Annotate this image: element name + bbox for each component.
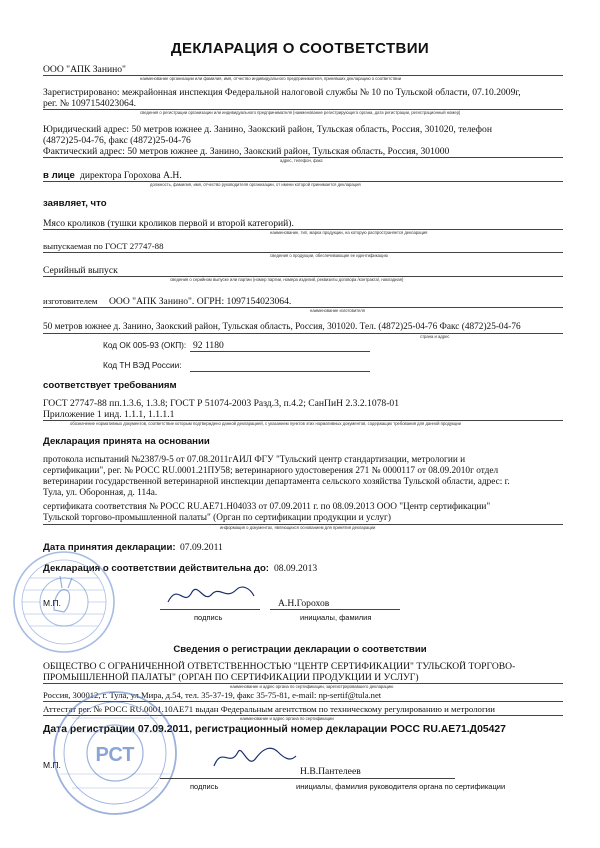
company-stamp [10,548,118,656]
signer-name: А.Н.Горохов [278,598,330,609]
valid-until-label: Декларация о соответствии действительна до: [43,563,269,574]
actual-address: Фактический адрес: 50 метров южнее д. Занино, Заокский район, Тульская область, Россия, 301000 [43,146,450,157]
serial-value: Серийный выпуск [43,265,118,276]
basis-line-4: Тула, ул. Оборонная, д. 114а. [43,488,158,498]
head-name: Н.В.Пантелеев [300,766,361,777]
divider [270,609,400,610]
page-title: ДЕКЛАРАЦИЯ О СООТВЕТСТВИИ [170,40,430,57]
reg-mp-label: М.П. [43,760,61,770]
head-sign-caption: подпись [190,782,219,791]
company-name: ООО "АПК Занино" [43,64,126,75]
divider [190,351,370,352]
basis-line-2: сертификации", рег. № РОСС RU.0001.21ПУ58; ветеринарного удостоверения 271 № 0000117 от 08.09.2010г отдел [43,466,499,476]
product-value: Мясо кроликов (тушки кроликов первой и второй категорий). [43,218,294,229]
tnved-code-label: Код ТН ВЭД России: [103,360,182,370]
divider [190,371,370,372]
person-label: в лице [43,170,75,181]
manufacturer-address: 50 метров южнее д. Занино, Заокский район, Тульская область, Россия, 301020. Тел. (4872)25-04-76 Факс (4872)25-04-76 [43,322,521,332]
gost-caption: сведения о продукции, обеспечивающие ее идентификацию [270,253,388,258]
reg-org-caption: наименование и адрес органа по сертификации, зарегистрировавшего декларацию [230,684,394,689]
reg-org-line-1: ОБЩЕСТВО С ОГРАНИЧЕННОЙ ОТВЕТСТВЕННОСТЬЮ "ЦЕНТР СЕРТИФИКАЦИИ" ТУЛЬСКОЙ ТОРГОВО- [43,661,516,672]
basis-line-6: Тульской торгово-промышленной палаты" (Орган по сертификации продукции и услуг) [43,513,391,523]
rst-logo-text: РСТ [95,744,135,766]
manufacturer-address-caption: страна и адрес [420,334,450,339]
divider [43,333,563,334]
accept-date-label: Дата принятия декларации: [43,542,176,553]
reg-address: Россия, 300012, г. Тула, ул.Мира, д.54, тел. 35-37-19, факс 35-75-81, e-mail: np-sertif@tula.net [43,690,382,700]
legal-address-line-2: (4872)25-04-76, факс (4872)25-04-76 [43,135,191,146]
legal-address-line-1: Юридический адрес: 50 метров южнее д. Занино, Заокский район, Тульская область, Россия, 301020, телефон [43,124,492,135]
company-caption: наименование организации или фамилия, имя, отчество индивидуального предпринимателя, принявших декларацию о соответствии [140,76,402,81]
reg-org-line-2: ПРОМЫШЛЕННОЙ ПАЛАТЫ" (ОРГАН ПО СЕРТИФИКАЦИИ ПРОДУКЦИИ И УСЛУГ) [43,672,419,683]
registration-section-header: Сведения о регистрации декларации о соответствии [173,644,427,655]
head-signature-scribble [208,740,298,774]
serial-caption: сведения о серийном выпуске или партии (номер партии, номера изделий, реквизиты договора /контракта/, накладная) [170,277,404,282]
okp-code-label: Код ОК 005-93 (ОКП): [103,340,187,350]
head-name-caption: инициалы, фамилия руководителя органа по сертификации [296,782,506,791]
reg-attestat: Аттестат рег. № РОСС RU.0001.10АЕ71 выдан Федеральным агентством по техническому регулированию и метрологии [43,704,495,714]
registration-caption: сведения о регистрации организации или индивидуального предпринимателя (наименование регистрирующего органа, дата регистрации, регистрационный номер) [140,110,461,115]
certification-stamp [50,688,180,818]
valid-until-value: 08.09.2013 [274,563,318,574]
divider [43,307,563,308]
requirements-line-1: ГОСТ 27747-88 пп.1.3.6, 1.3.8; ГОСТ Р 51074-2003 Разд.3, п.4.2; СанПиН 2.3.2.1078-01 [43,398,400,409]
address-caption: адрес, телефон, факс [280,158,323,163]
sign-caption: подпись [194,613,223,622]
basis-header: Декларация принята на основании [43,436,210,447]
signer-name-caption: инициалы, фамилия [300,613,372,622]
gost-label: выпускаемая по ГОСТ 27747-88 [43,241,164,251]
manufacturer-value: ООО "АПК Занино". ОГРН: 1097154023064. [109,296,292,307]
mp-label: М.П. [43,598,61,608]
manufacturer-caption: наименование изготовителя [310,308,365,313]
requirements-line-2: Приложение 1 инд. 1.1.1, 1.1.1.1 [43,409,175,420]
okp-code-value: 92 1180 [193,340,224,351]
manufacturer-label: изготовителем [43,296,98,306]
declares-label: заявляет, что [43,198,107,209]
requirements-caption: обозначение нормативных документов, соответствие которым подтверждено данной декларацией, с указанием пунктов этих нормативных документов, содержащих требования для данной продукции [70,421,461,426]
registration-number-line: Дата регистрации 07.09.2011, регистрационный номер декларации РОСС RU.АЕ71.Д05427 [43,724,506,735]
signature-scribble [160,578,260,612]
person-caption: должность, фамилия, имя, отчество руководителя организации, от имени которой принимается декларация [150,182,361,187]
divider [160,778,300,779]
person-value: директора Горохова А.Н. [80,170,182,181]
registration-line-2: рег. № 1097154023064. [43,98,137,109]
registration-line-1: Зарегистрировано: межрайонная инспекция Федеральной налоговой службы № 10 по Тульской области, 07.10.2009г, [43,87,521,98]
accept-date-value: 07.09.2011 [180,542,223,553]
divider [295,778,455,779]
basis-caption: информация о документах, являющихся основанием для принятия декларации [220,525,376,530]
basis-line-1: протокола испытаний №2387/9-5 от 07.08.2011гАИЛ ФГУ "Тульский центр стандартизации, метрологии и [43,455,466,465]
basis-line-3: ветеринарии государственной ветеринарной инспекции департамента сельского хозяйства Тульской области, адрес: г. [43,477,510,487]
requirements-header: соответствует требованиям [43,380,177,391]
reg-attestat-caption: наименование и адрес органа по сертификации [240,716,334,721]
basis-line-5: сертификата соответствия № РОСС RU.АЕ71.Н04033 от 07.09.2011 г. по 08.09.2013 ООО "Центр сертификации" [43,502,491,512]
product-caption: наименование, тип, марка продукции, на которую распространяется декларация [270,230,428,235]
